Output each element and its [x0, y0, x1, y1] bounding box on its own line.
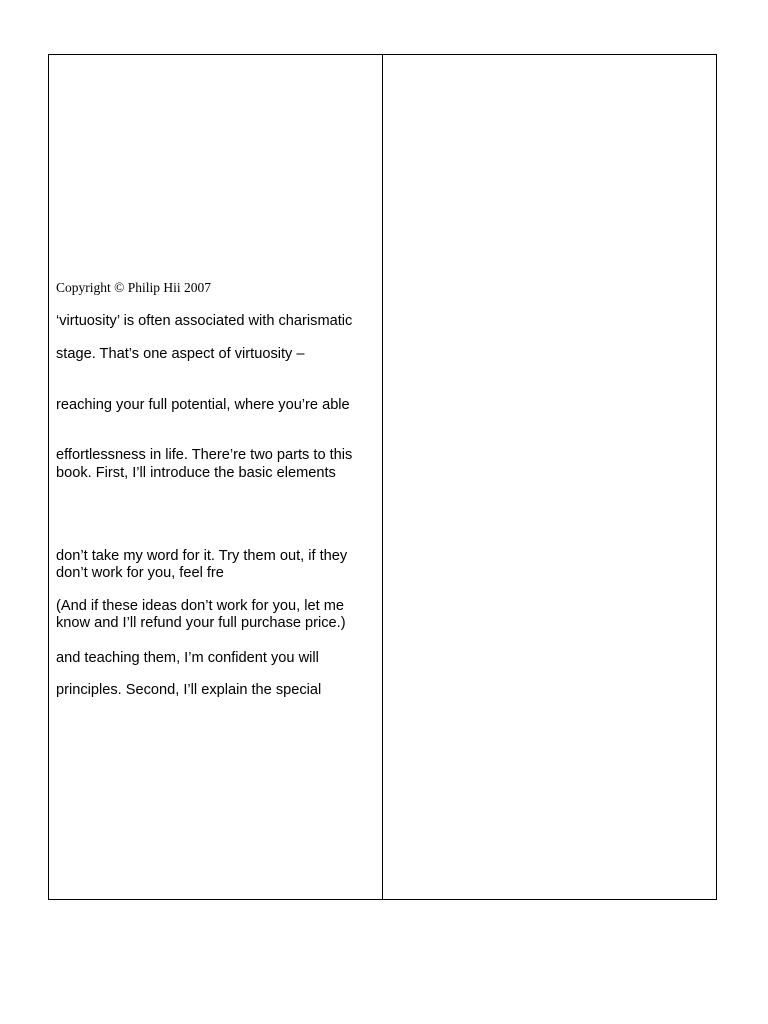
page-frame	[48, 54, 717, 900]
text-line: stage. That’s one aspect of virtuosity –	[56, 346, 305, 362]
text-line: principles. Second, I’ll explain the special	[56, 682, 322, 698]
copyright-notice: Copyright © Philip Hii 2007	[56, 280, 212, 295]
text-line: know and I’ll refund your full purchase price.)	[56, 615, 346, 631]
text-line: book. First, I’ll introduce the basic elements	[56, 465, 336, 481]
text-line: ‘virtuosity’ is often associated with charismatic	[56, 313, 353, 329]
right-column	[383, 55, 716, 899]
text-line: (And if these ideas don’t work for you, let me	[56, 598, 344, 614]
left-column	[49, 55, 382, 899]
text-line: reaching your full potential, where you’re able	[56, 397, 350, 413]
text-line: don’t take my word for it. Try them out, if they	[56, 548, 348, 564]
text-line: don’t work for you, feel fre	[56, 565, 224, 581]
text-line: and teaching them, I’m confident you will	[56, 650, 319, 666]
text-line: effortlessness in life. There’re two parts to this	[56, 447, 353, 463]
